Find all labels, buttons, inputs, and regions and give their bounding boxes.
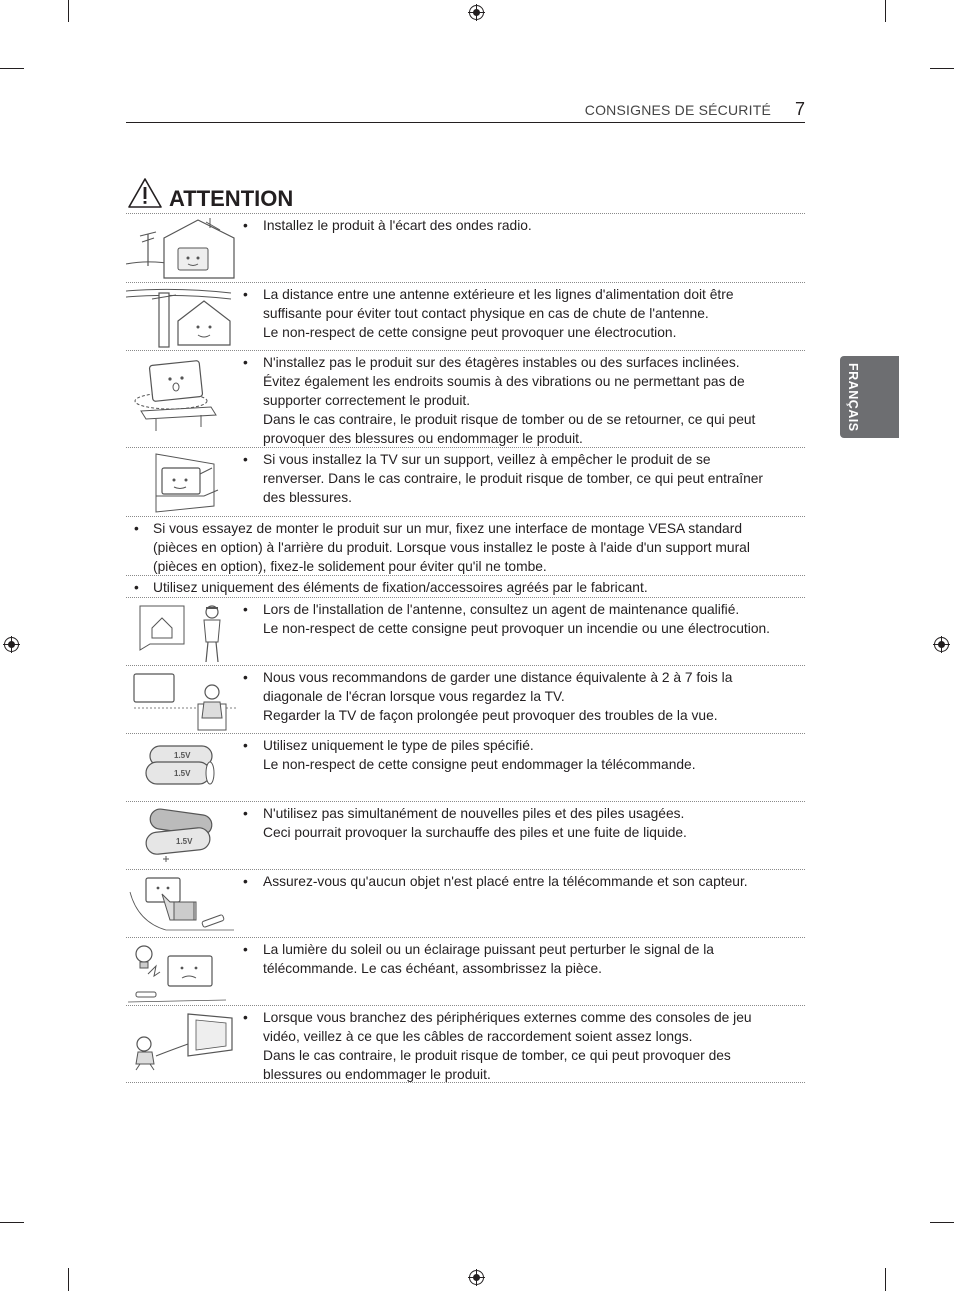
battery-label: 1.5V: [176, 837, 193, 846]
list-item: [126, 801, 805, 869]
bullet: •: [243, 806, 248, 821]
section-title: CONSIGNES DE SÉCURITÉ: [584, 102, 771, 118]
list-item: [126, 282, 805, 350]
viewing-distance-illustration: [126, 668, 236, 732]
item-text: Assurez-vous qu'aucun objet n'est placé entre la télécommande et son capteur.: [263, 874, 748, 889]
bullet: •: [243, 1010, 248, 1025]
safety-list: [126, 213, 805, 1083]
page-header: [126, 100, 805, 123]
house-antenna-illustration: [126, 216, 236, 280]
list-item: [126, 213, 805, 282]
list-item: [126, 665, 805, 733]
item-text: Utilisez uniquement le type de piles spécifié. Le non-respect de cette consigne peut endommager la télécommande.: [263, 738, 696, 772]
registration-mark-icon: [3, 636, 20, 653]
tv-stand-wall-illustration: [126, 450, 236, 514]
item-text: N'installez pas le produit sur des étagères instables ou des surfaces inclinées. Évitez également les endroits soumis à des vibrations ou ne permettant pas de supporter correctement le produit. Dans le cas contraire, le produit risque de tomber ou de se retourner, ce qui peut provoquer des blessures ou endommager le produit.: [263, 355, 756, 446]
battery-label: 1.5V: [174, 751, 191, 760]
crop-mark: [0, 68, 24, 69]
battery-label: 1.5V: [174, 769, 191, 778]
bullet: •: [243, 874, 248, 889]
external-device-cable-illustration: [126, 1008, 236, 1072]
bullet: •: [243, 942, 248, 957]
page-number: 7: [794, 99, 805, 119]
bullet: •: [243, 218, 248, 233]
list-item: [126, 516, 805, 575]
bullet: •: [243, 452, 248, 467]
crop-mark: [885, 1268, 886, 1291]
bullet: •: [243, 287, 248, 302]
antenna-technician-illustration: [126, 600, 236, 664]
item-text: Si vous installez la TV sur un support, veillez à empêcher le produit de se renverser. Dans le cas contraire, le produit risque de tomber, ce qui peut entraîner des blessures.: [263, 452, 764, 505]
list-item: [126, 937, 805, 1005]
crop-mark: [68, 1268, 69, 1291]
attention-heading: [127, 177, 806, 213]
crop-mark: [930, 68, 954, 69]
battery-illustration: [126, 736, 236, 800]
attention-title: ATTENTION: [169, 186, 294, 211]
warning-triangle-icon: [127, 177, 163, 209]
list-item: [126, 575, 805, 597]
language-tab-label: FRANÇAIS: [846, 362, 860, 432]
item-text: La lumière du soleil ou un éclairage puissant peut perturber le signal de la télécommande. Le cas échéant, assombrissez la pièce.: [263, 942, 714, 976]
bullet: •: [243, 738, 248, 753]
list-item: [126, 869, 805, 937]
registration-mark-icon: [468, 4, 485, 21]
crop-mark: [885, 0, 886, 22]
light-interference-illustration: [126, 940, 236, 1004]
item-text: Nous vous recommandons de garder une distance équivalente à 2 à 7 fois la diagonale de l'écran lorsque vous regardez la TV. Regarder la TV de façon prolongée peut provoquer des troubles de la vue.: [263, 670, 733, 723]
item-text: La distance entre une antenne extérieure et les lignes d'alimentation doit être suffisante pour éviter tout contact physique en cas de chute de l'antenne. Le non-respect de cette consigne peut provoquer une électrocution.: [263, 287, 734, 340]
list-item: [126, 1005, 805, 1083]
bullet: •: [134, 580, 139, 595]
bullet: •: [243, 355, 248, 370]
crop-mark: [0, 1222, 24, 1223]
item-text: Lorsque vous branchez des périphériques externes comme des consoles de jeu vidéo, veillez à ce que les câbles de raccordement soient assez longs. Dans le cas contraire, le produit risque de tomber, ce qui peut provoquer des blessures ou endommager le produit.: [263, 1010, 752, 1082]
list-item: [126, 733, 805, 801]
list-item: [126, 597, 805, 665]
remote-obstacle-illustration: [126, 872, 236, 936]
bullet: •: [243, 670, 248, 685]
antenna-power-line-illustration: [126, 285, 236, 349]
registration-mark-icon: [933, 636, 950, 653]
language-tab: [840, 356, 899, 438]
item-text: Utilisez uniquement des éléments de fixation/accessoires agréés par le fabricant.: [153, 580, 648, 595]
registration-mark-icon: [468, 1269, 485, 1286]
item-text: N'utilisez pas simultanément de nouvelles piles et des piles usagées. Ceci pourrait provoquer la surchauffe des piles et une fuite de liquide.: [263, 806, 687, 840]
item-text: Lors de l'installation de l'antenne, consultez un agent de maintenance qualifié. Le non-respect de cette consigne peut provoquer un incendie ou une électrocution.: [263, 602, 771, 636]
item-text: Si vous essayez de monter le produit sur un mur, fixez une interface de montage VESA standard (pièces en option) à l'arrière du produit. Lorsque vous installez le poste à l'aide d'un support mural (pièces en option), fixez-le solidement pour éviter qu'il ne tombe.: [153, 521, 750, 574]
bullet: •: [134, 521, 139, 536]
bullet: •: [243, 602, 248, 617]
unstable-shelf-illustration: [126, 353, 236, 433]
list-item: [126, 447, 805, 516]
list-item: [126, 350, 805, 447]
item-text: Installez le produit à l'écart des ondes radio.: [263, 218, 532, 233]
mixed-battery-illustration: [126, 804, 236, 868]
crop-mark: [930, 1222, 954, 1223]
crop-mark: [68, 0, 69, 22]
